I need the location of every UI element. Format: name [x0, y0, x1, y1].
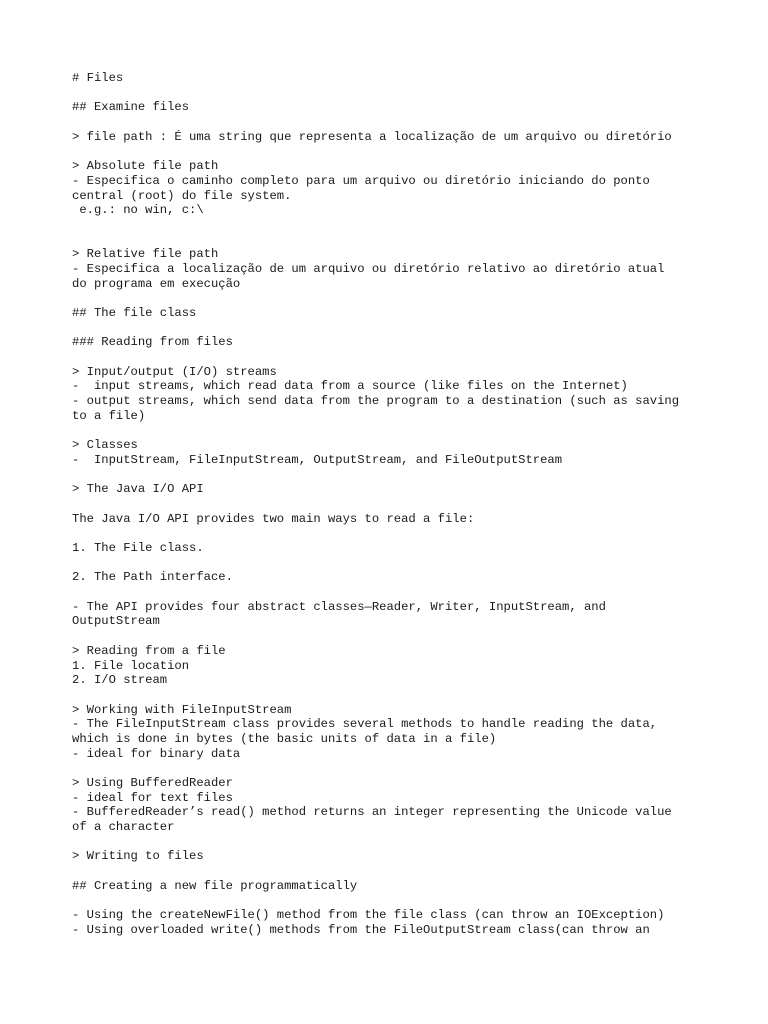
document-line: ## Examine files	[72, 100, 190, 115]
document-line	[72, 144, 712, 159]
document-line	[72, 761, 712, 776]
document-line: ## Creating a new file programmatically	[72, 878, 358, 893]
document-line: - ideal for text files	[72, 790, 233, 805]
document-line	[72, 556, 712, 571]
document-line	[72, 424, 712, 439]
document-line: central (root) do file system.	[72, 188, 292, 203]
document-line: 1. The File class.	[72, 541, 204, 555]
document-line: - Using overloaded write() methods from the FileOutputStream class(can throw an	[72, 922, 650, 937]
document-line: 2. The Path interface.	[72, 570, 233, 585]
document-line: > Using BufferedReader	[72, 776, 233, 790]
document-line	[72, 526, 712, 541]
document-line	[72, 86, 712, 101]
document-line: > Working with FileInputStream	[72, 702, 292, 717]
document-line: to a file)	[72, 408, 146, 423]
document-page	[72, 71, 712, 938]
document-line	[72, 688, 712, 703]
document-line: - input streams, which read data from a source (like files on the Internet)	[72, 379, 628, 394]
document-line: > Input/output (I/O) streams	[72, 364, 277, 379]
document-line: # Files	[72, 71, 124, 85]
document-line: which is done in bytes (the basic units of data in a file)	[72, 731, 497, 746]
document-line: - InputStream, FileInputStream, OutputStream, and FileOutputStream	[72, 452, 563, 467]
document-line	[72, 894, 712, 909]
document-line	[72, 321, 712, 336]
document-line: - The API provides four abstract classes—Reader, Writer, InputStream, and	[72, 599, 606, 614]
document-line	[72, 291, 712, 306]
document-line	[72, 350, 712, 365]
document-line: - output streams, which send data from the program to a destination (such as saving	[72, 394, 680, 409]
document-line	[72, 629, 712, 644]
document-line: - BufferedReader’s read() method returns an integer representing the Unicode value	[72, 805, 672, 820]
document-line: e.g.: no win, c:\	[72, 203, 204, 218]
document-line	[72, 233, 712, 248]
document-line: > Classes	[72, 438, 138, 453]
document-line: - Using the createNewFile() method from the file class (can throw an IOException)	[72, 908, 665, 923]
document-line: - Especifica o caminho completo para um arquivo ou diretório iniciando do ponto	[72, 173, 650, 188]
document-line	[72, 497, 712, 512]
document-line	[72, 585, 712, 600]
document-line: - The FileInputStream class provides several methods to handle reading the data,	[72, 717, 658, 732]
document-line: 1. File location	[72, 658, 190, 673]
document-line: > Reading from a file	[72, 643, 226, 658]
document-line: of a character	[72, 820, 175, 835]
document-line: 2. I/O stream	[72, 673, 168, 688]
document-line: - Especifica a localização de um arquivo ou diretório relativo ao diretório atual	[72, 261, 665, 276]
document-line: ## The file class	[72, 306, 197, 320]
document-line: ### Reading from files	[72, 335, 233, 350]
document-line: > Relative file path	[72, 247, 219, 262]
document-line	[72, 468, 712, 483]
document-line: do programa em execução	[72, 276, 241, 291]
document-line: The Java I/O API provides two main ways to read a file:	[72, 511, 475, 526]
document-line: - ideal for binary data	[72, 746, 241, 761]
document-line	[72, 218, 712, 233]
document-line: > Writing to files	[72, 849, 204, 864]
document-line: > Absolute file path	[72, 159, 219, 174]
document-line	[72, 835, 712, 850]
document-line: > file path : É uma string que representa a localização de um arquivo ou diretório	[72, 129, 672, 144]
document-line: OutputStream	[72, 614, 160, 629]
document-line: > The Java I/O API	[72, 482, 204, 497]
document-line	[72, 115, 712, 130]
document-line	[72, 864, 712, 879]
